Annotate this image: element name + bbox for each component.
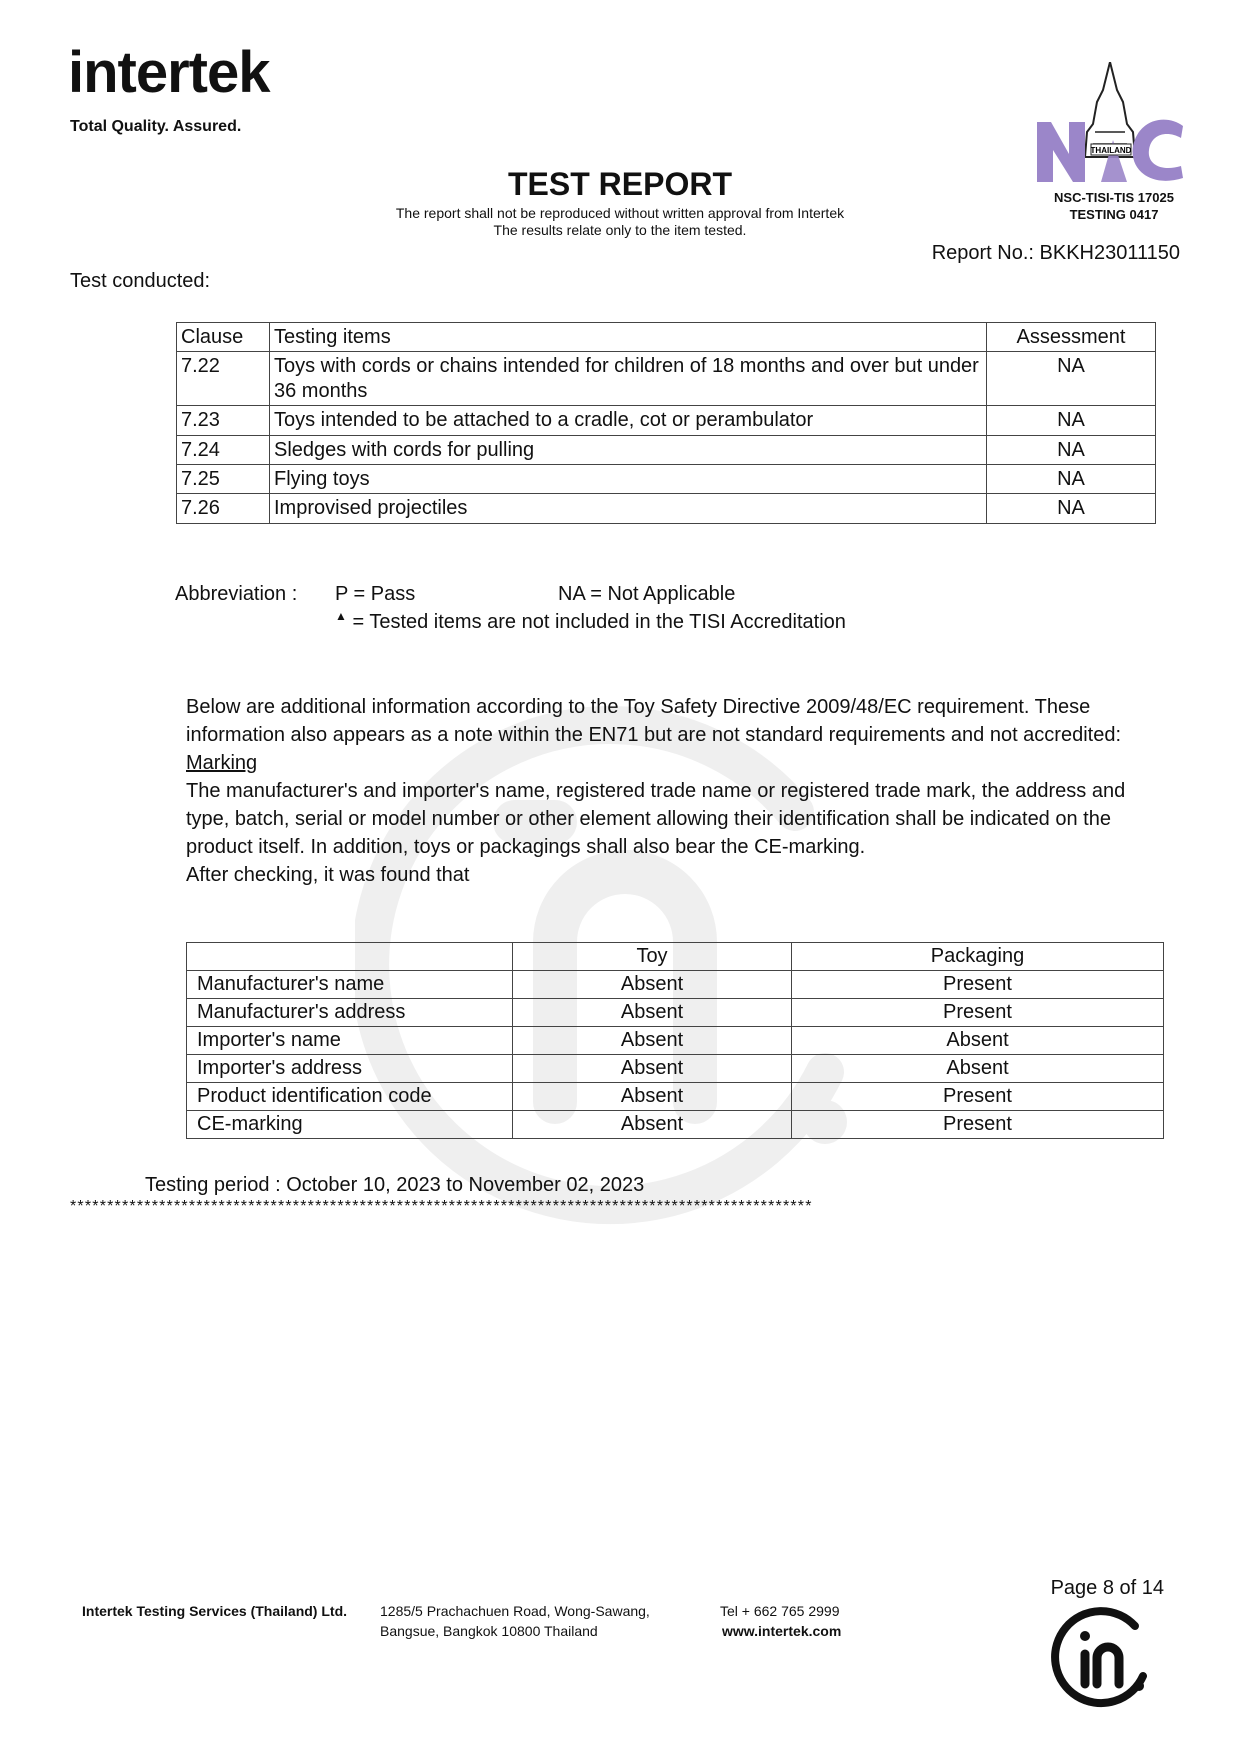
header-toy: Toy (513, 943, 792, 971)
table-row (187, 1111, 1164, 1139)
testing-item-cell: Sledges with cords for pulling (270, 435, 987, 464)
intertek-in-logo-icon (1047, 1602, 1153, 1708)
table-row (187, 1083, 1164, 1111)
footer-website: www.intertek.com (722, 1623, 842, 1639)
intertek-logo: intertek (68, 40, 270, 105)
accreditation-badge-text: THAILAND (1090, 146, 1132, 155)
accreditation-line1: NSC-TISI-TIS 17025 (1054, 190, 1174, 205)
abbreviation-triangle-note (335, 609, 846, 634)
finding-text: After checking, it was found that (186, 864, 470, 886)
packaging-status-cell: Present (792, 999, 1164, 1027)
testing-item-cell: Flying toys (270, 464, 987, 493)
clause-cell: 7.22 (177, 352, 270, 406)
header-packaging: Packaging (792, 943, 1164, 971)
marking-text: The manufacturer's and importer's name, registered trade name or registered trade mark, the address and type, batch, serial or model number or other element allowing their identification shall be indicated on the product itself. In addition, toys or packagings shall also bear the CE-marking. (186, 780, 1126, 858)
marking-table (186, 942, 1164, 1139)
marking-item-cell: Manufacturer's address (187, 999, 513, 1027)
testing-item-cell: Improvised projectiles (270, 494, 987, 523)
footer-telephone: Tel + 662 765 2999 (720, 1603, 840, 1619)
marking-item-cell: Manufacturer's name (187, 971, 513, 999)
header-assessment: Assessment (987, 323, 1156, 352)
footer-address-line1: 1285/5 Prachachuen Road, Wong-Sawang, (380, 1603, 650, 1619)
testing-item-cell: Toys intended to be attached to a cradle, cot or perambulator (270, 406, 987, 435)
table-row (177, 406, 1156, 435)
testing-period: Testing period : October 10, 2023 to November 02, 2023 (145, 1174, 645, 1196)
test-results-table (176, 322, 1156, 524)
clause-cell: 7.23 (177, 406, 270, 435)
subtitle-results-note: The results relate only to the item tested. (493, 222, 747, 238)
toy-status-cell: Absent (513, 1055, 792, 1083)
logo-tagline: Total Quality. Assured. (70, 118, 242, 135)
table-row (187, 999, 1164, 1027)
abbreviation-pass: P = Pass (335, 583, 416, 605)
toy-status-cell: Absent (513, 999, 792, 1027)
packaging-status-cell: Absent (792, 1055, 1164, 1083)
marking-item-cell: Importer's address (187, 1055, 513, 1083)
toy-status-cell: Absent (513, 1083, 792, 1111)
abbreviation-na: NA = Not Applicable (558, 583, 736, 605)
report-number: Report No.: BKKH23011150 (931, 242, 1180, 264)
page-title: TEST REPORT (507, 166, 732, 202)
assessment-cell: NA (987, 464, 1156, 493)
table-header-row (177, 323, 1156, 352)
table-header-row (187, 943, 1164, 971)
marking-item-cell: Importer's name (187, 1027, 513, 1055)
toy-status-cell: Absent (513, 1027, 792, 1055)
footer-address-line2: Bangsue, Bangkok 10800 Thailand (380, 1623, 598, 1639)
toy-status-cell: Absent (513, 971, 792, 999)
triangle-icon: ▲ (335, 609, 347, 623)
packaging-status-cell: Present (792, 971, 1164, 999)
table-row (187, 1027, 1164, 1055)
packaging-status-cell: Present (792, 1111, 1164, 1139)
assessment-cell: NA (987, 406, 1156, 435)
testing-item-cell: Toys with cords or chains intended for children of 18 months and over but under 36 months (270, 352, 987, 406)
table-row (177, 464, 1156, 493)
assessment-cell: NA (987, 494, 1156, 523)
marking-item-cell: Product identification code (187, 1083, 513, 1111)
clause-cell: 7.25 (177, 464, 270, 493)
packaging-status-cell: Absent (792, 1027, 1164, 1055)
triangle-note-text: = Tested items are not included in the TISI Accreditation (352, 611, 846, 633)
accreditation-line2: TESTING 0417 (1069, 207, 1159, 222)
assessment-cell: NA (987, 435, 1156, 464)
marking-heading: Marking (186, 752, 258, 774)
additional-info-block (186, 693, 1156, 889)
table-row (177, 494, 1156, 523)
table-row (187, 971, 1164, 999)
header-clause: Clause (177, 323, 270, 352)
additional-info-intro: Below are additional information according to the Toy Safety Directive 2009/48/EC requirement. These information also appears as a note within the EN71 but are not standard requirements and not accredited: (186, 696, 1122, 746)
subtitle-reproduction-note: The report shall not be reproduced without written approval from Intertek (395, 205, 845, 221)
clause-cell: 7.26 (177, 494, 270, 523)
marking-item-cell: CE-marking (187, 1111, 513, 1139)
packaging-status-cell: Present (792, 1083, 1164, 1111)
table-row (177, 435, 1156, 464)
test-conducted-label: Test conducted: (70, 270, 211, 292)
separator-line: **************************************************************************************************** (70, 1198, 813, 1215)
clause-cell: 7.24 (177, 435, 270, 464)
header-blank (187, 943, 513, 971)
table-row (177, 352, 1156, 406)
header-testing-items: Testing items (270, 323, 987, 352)
assessment-cell: NA (987, 352, 1156, 406)
footer-company: Intertek Testing Services (Thailand) Ltd. (82, 1603, 348, 1619)
page-number: Page 8 of 14 (1050, 1577, 1164, 1599)
table-row (187, 1055, 1164, 1083)
toy-status-cell: Absent (513, 1111, 792, 1139)
abbreviation-label: Abbreviation : (175, 583, 298, 605)
